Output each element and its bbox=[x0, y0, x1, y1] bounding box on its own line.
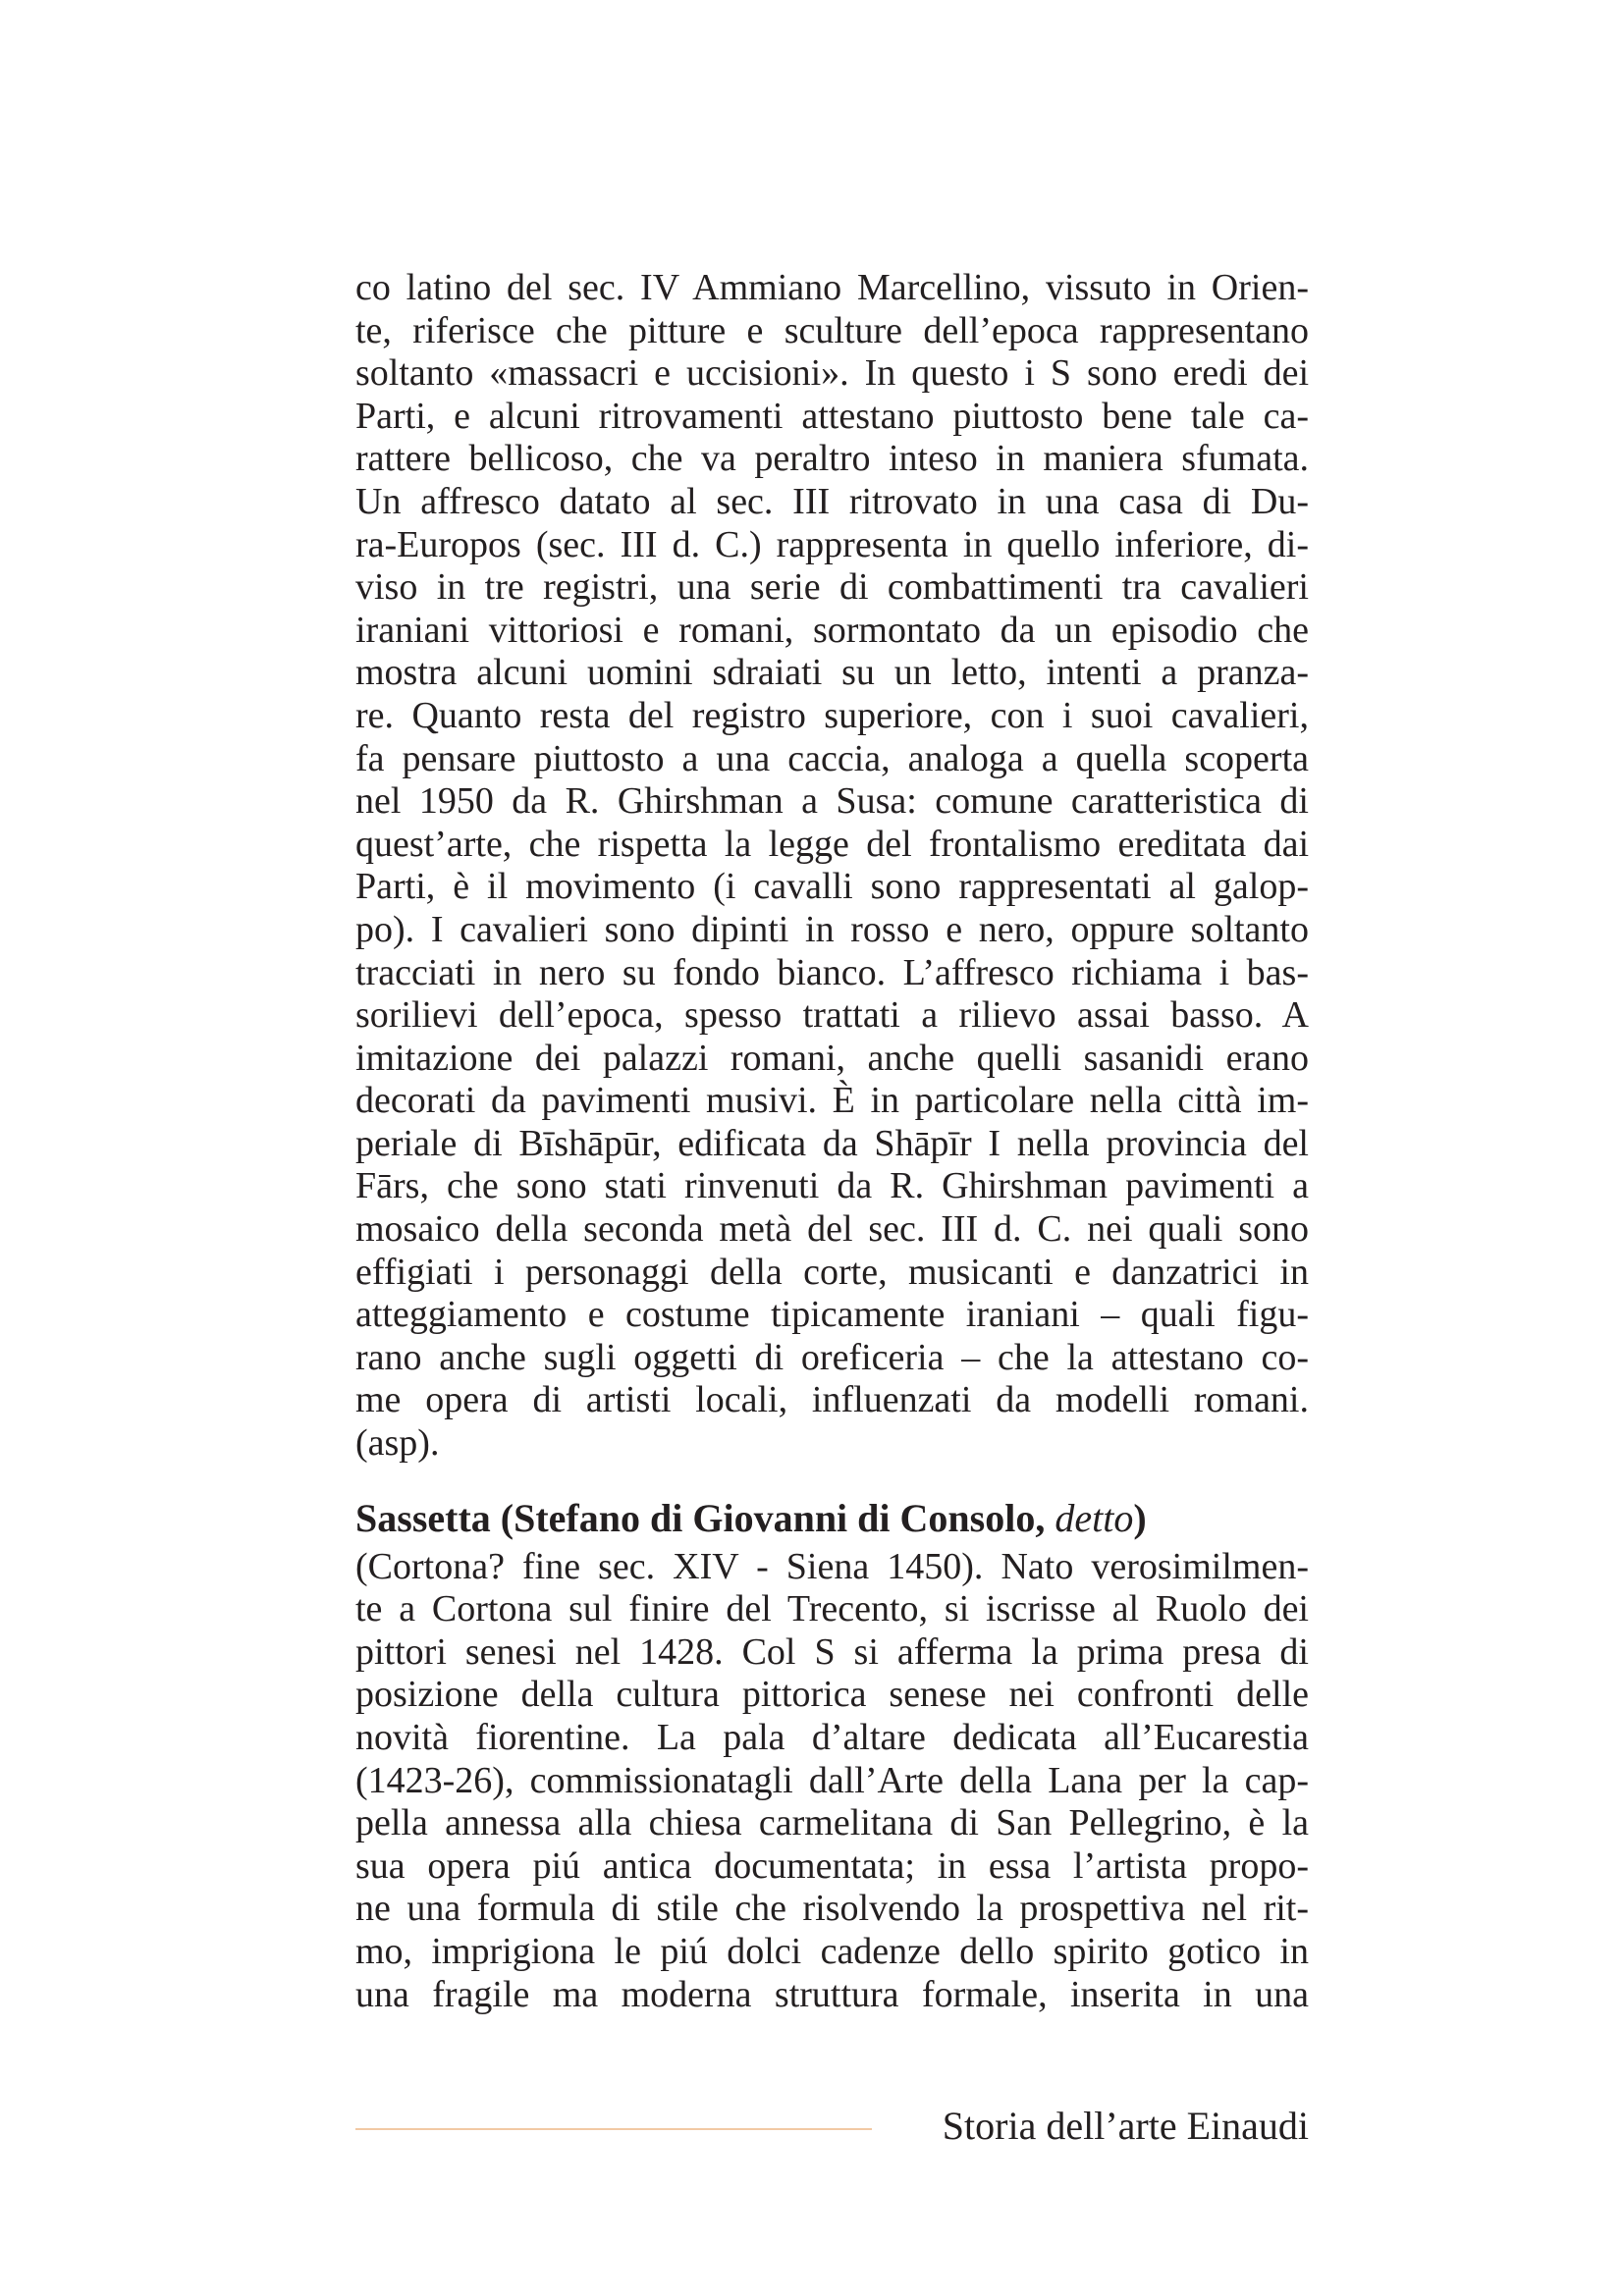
text-line: te a Cortona sul finire del Trecento, si iscrisse al Ruolo dei bbox=[355, 1588, 1309, 1630]
text-line: viso in tre registri, una serie di combattimenti tra cavalieri bbox=[355, 566, 1309, 609]
text-line: me opera di artisti locali, influenzati da modelli romani. bbox=[355, 1379, 1309, 1421]
entry-heading bbox=[355, 1495, 1309, 1542]
text-line: (1423-26), commissionatagli dall’Arte della Lana per la cap- bbox=[355, 1759, 1309, 1801]
text-line: (Cortona? fine sec. XIV - Siena 1450). Nato verosimilmen- bbox=[355, 1545, 1309, 1587]
text-line: ra-Europos (sec. III d. C.) rappresenta in quello inferiore, di- bbox=[355, 523, 1309, 565]
text-line: rano anche sugli oggetti di oreficeria – che la attestano co- bbox=[355, 1336, 1309, 1378]
text-line: quest’arte, che rispetta la legge del frontalismo ereditata dai bbox=[355, 823, 1309, 865]
text-line: atteggiamento e costume tipicamente iraniani – quali figu- bbox=[355, 1294, 1309, 1336]
text-line: una fragile ma moderna struttura formale, inserita in una bbox=[355, 1973, 1309, 2015]
text-line: posizione della cultura pittorica senese nei confronti delle bbox=[355, 1674, 1309, 1716]
page-footer bbox=[355, 2097, 1309, 2156]
text-line: soltanto «massacri e uccisioni». In questo i S sono eredi dei bbox=[355, 352, 1309, 395]
text-line: Un affresco datato al sec. III ritrovato in una casa di Du- bbox=[355, 480, 1309, 522]
footer-rule bbox=[355, 2128, 872, 2130]
text-line: rattere bellicoso, che va peraltro inteso in maniera sfumata. bbox=[355, 438, 1309, 480]
entry-heading-close: ) bbox=[1133, 1495, 1147, 1540]
text-line: effigiati i personaggi della corte, musicanti e danzatrici in bbox=[355, 1251, 1309, 1293]
text-line: iraniani vittoriosi e romani, sormontato da un episodio che bbox=[355, 609, 1309, 651]
text-line: decorati da pavimenti musivi. È in particolare nella città im- bbox=[355, 1080, 1309, 1122]
text-column bbox=[355, 267, 1309, 2016]
author-initials-line: (asp). bbox=[355, 1422, 440, 1465]
text-line: tracciati in nero su fondo bianco. L’affresco richiama i bas- bbox=[355, 951, 1309, 993]
text-line: po). I cavalieri sono dipinti in rosso e nero, oppure soltanto bbox=[355, 908, 1309, 950]
text-line: Fārs, che sono stati rinvenuti da R. Ghirshman pavimenti a bbox=[355, 1165, 1309, 1207]
text-line: periale di Bīshāpūr, edificata da Shāpīr I nella provincia del bbox=[355, 1122, 1309, 1164]
text-line: mostra alcuni uomini sdraiati su un letto, intenti a pranza- bbox=[355, 652, 1309, 694]
text-line: Parti, e alcuni ritrovamenti attestano piuttosto bene tale ca- bbox=[355, 395, 1309, 437]
entry-text bbox=[355, 1546, 1309, 2017]
text-line: te, riferisce che pitture e sculture dell’epoca rappresentano bbox=[355, 309, 1309, 351]
text-line: co latino del sec. IV Ammiano Marcellino, vissuto in Orien- bbox=[355, 267, 1309, 308]
publication-title: Storia dell’arte Einaudi bbox=[942, 2104, 1309, 2148]
text-line: pella annessa alla chiesa carmelitana di San Pellegrino, è la bbox=[355, 1802, 1309, 1844]
text-line: sua opera piú antica documentata; in essa l’artista propo- bbox=[355, 1844, 1309, 1887]
text-line: mosaico della seconda metà del sec. III d. C. nei quali sono bbox=[355, 1208, 1309, 1251]
text-line: Parti, è il movimento (i cavalli sono rappresentati al galop- bbox=[355, 866, 1309, 908]
text-line: sorilievi dell’epoca, spesso trattati a rilievo assai basso. A bbox=[355, 994, 1309, 1037]
text-line: ne una formula di stile che risolvendo la prospettiva nel rit- bbox=[355, 1888, 1309, 1930]
text-line: mo, imprigiona le piú dolci cadenze dello spirito gotico in bbox=[355, 1930, 1309, 1972]
body-text bbox=[355, 267, 1309, 1466]
text-line: pittori senesi nel 1428. Col S si afferma la prima presa di bbox=[355, 1630, 1309, 1673]
text-line: nel 1950 da R. Ghirshman a Susa: comune caratteristica di bbox=[355, 780, 1309, 823]
text-line: fa pensare piuttosto a una caccia, analoga a quella scoperta bbox=[355, 737, 1309, 779]
entry-heading-italic: detto bbox=[1055, 1495, 1134, 1540]
text-line: re. Quanto resta del registro superiore, con i suoi cavalieri, bbox=[355, 694, 1309, 736]
text-line: novità fiorentine. La pala d’altare dedicata all’Eucarestia bbox=[355, 1717, 1309, 1758]
entry-heading-main: Sassetta (Stefano di Giovanni di Consolo, bbox=[355, 1495, 1055, 1540]
text-line: imitazione dei palazzi romani, anche quelli sasanidi erano bbox=[355, 1037, 1309, 1079]
